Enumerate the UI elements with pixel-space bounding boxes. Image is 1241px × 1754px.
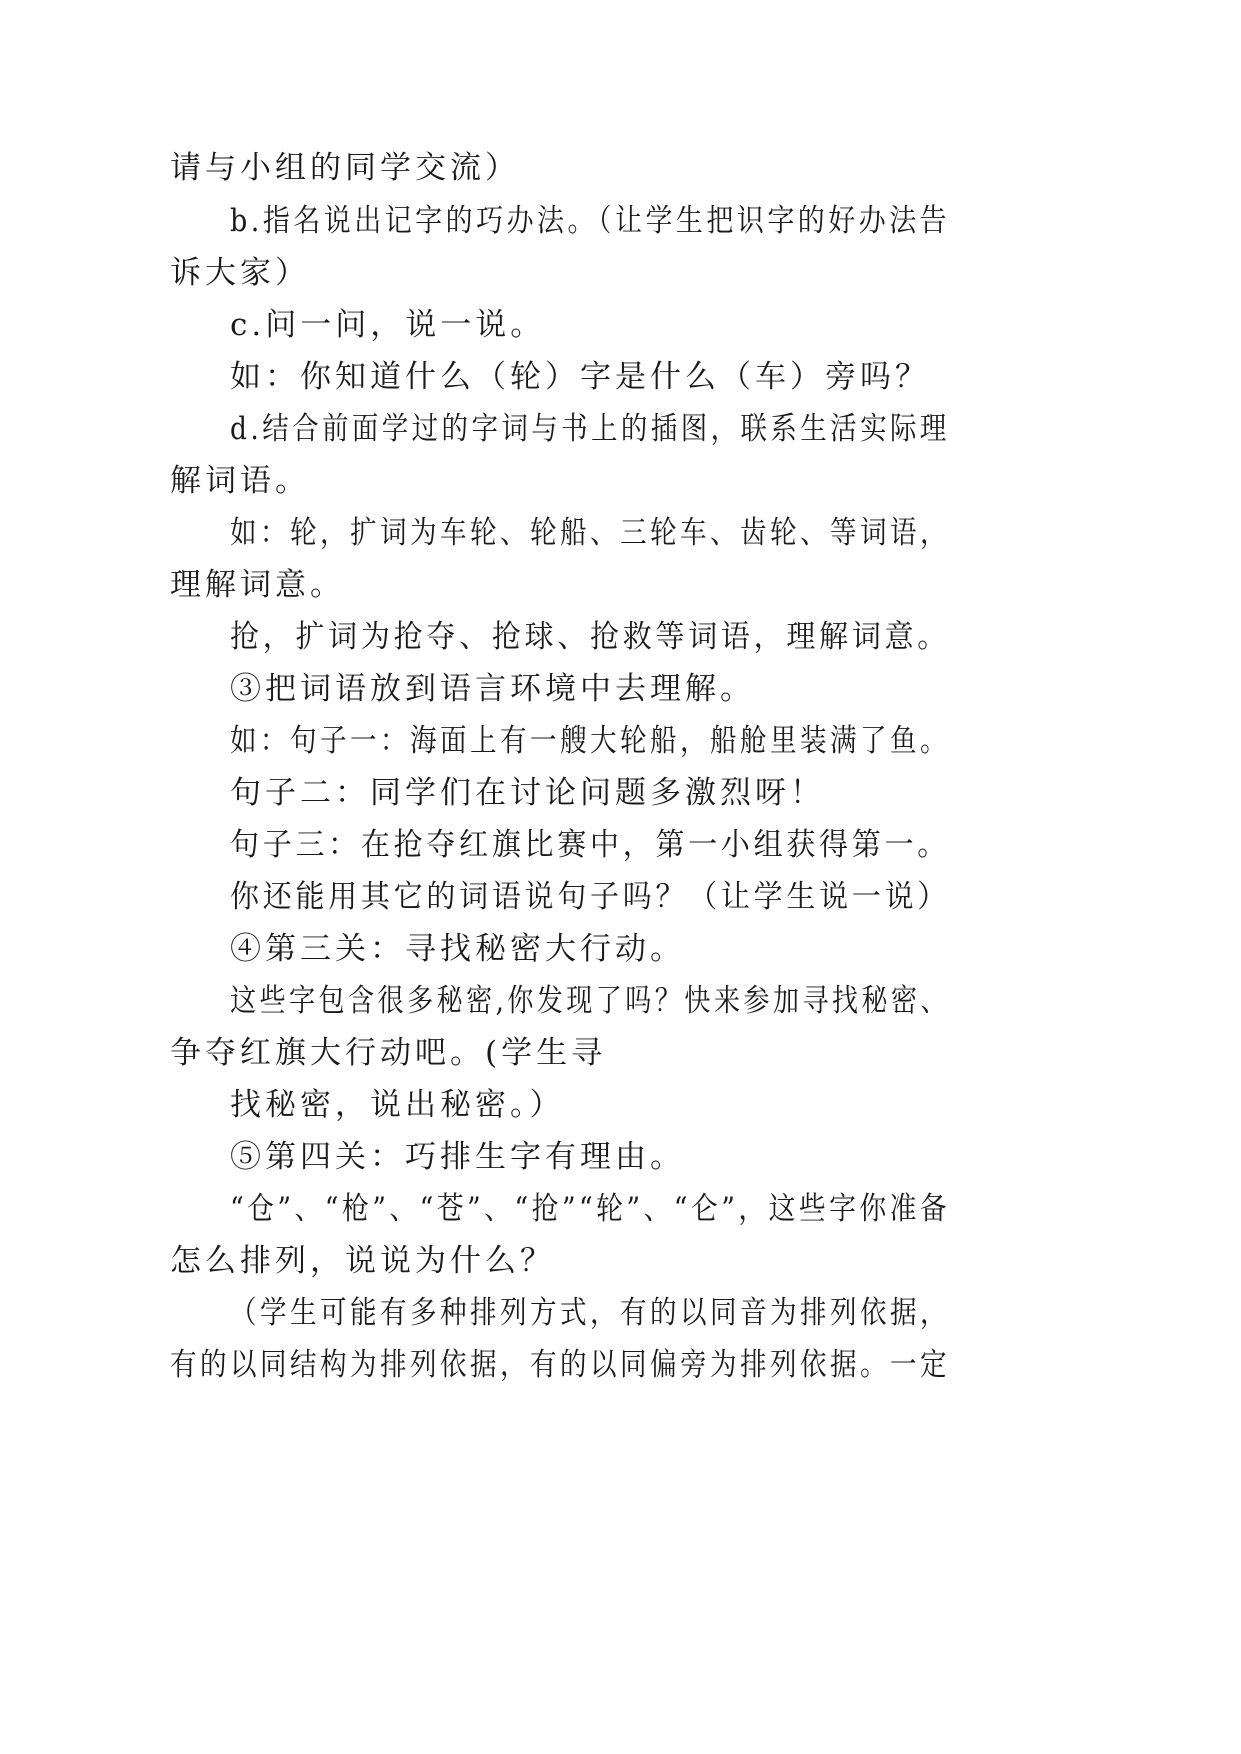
text-line: ③把词语放到语言环境中去理解。: [230, 671, 755, 707]
text-line: b.指名说出记字的巧办法。（让学生把识字的好办法告: [230, 203, 951, 239]
text-line: 争夺红旗大行动吧。(学生寻: [170, 1035, 607, 1071]
text-line: ④第三关：寻找秘密大行动。: [230, 931, 685, 967]
text-line: 请与小组的同学交流）: [170, 150, 520, 186]
text-line: 诉大家）: [170, 255, 310, 291]
text-line: （学生可能有多种排列方式，有的以同音为排列依据，: [230, 1295, 950, 1331]
text-line: 如：你知道什么（轮）字是什么（车）旁吗？: [230, 359, 930, 395]
text-line: ⑤第四关：巧排生字有理由。: [230, 1139, 685, 1175]
text-line: d.结合前面学过的字词与书上的插图，联系生活实际理: [230, 411, 950, 447]
text-line: 找秘密，说出秘密。）: [230, 1087, 565, 1123]
text-line: 解词语。: [170, 463, 310, 499]
text-line: 这些字包含很多秘密,你发现了吗？快来参加寻找秘密、: [230, 983, 950, 1019]
text-line: 怎么排列，说说为什么？: [170, 1243, 555, 1279]
text-line: 如：句子一：海面上有一艘大轮船，船舱里装满了鱼。: [230, 723, 950, 759]
text-line: 抢，扩词为抢夺、抢球、抢救等词语，理解词意。: [230, 619, 951, 655]
text-line: 如：轮，扩词为车轮、轮船、三轮车、齿轮、等词语，: [230, 515, 950, 551]
text-line: 你还能用其它的词语说句子吗？（让学生说一说）: [230, 879, 951, 915]
text-line: 句子三：在抢夺红旗比赛中，第一小组获得第一。: [230, 827, 951, 863]
text-line: 理解词意。: [170, 567, 345, 603]
text-line: c.问一问，说一说。: [230, 307, 546, 343]
text-line: 句子二：同学们在讨论问题多激烈呀！: [230, 775, 825, 811]
text-line: “仓”、“枪”、“苍”、“抢”“轮”、“仑”，这些字你准备: [230, 1191, 951, 1227]
text-line: 有的以同结构为排列依据，有的以同偏旁为排列依据。一定: [170, 1347, 950, 1383]
